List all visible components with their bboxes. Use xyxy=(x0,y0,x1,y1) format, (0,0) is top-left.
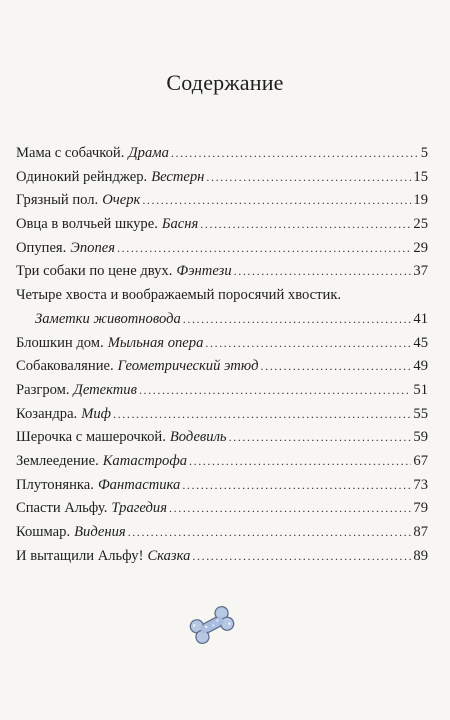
entry-page: 73 xyxy=(413,476,428,493)
entry-genre: Трагедия xyxy=(111,500,168,517)
entry-title: Плутонянка. xyxy=(16,476,94,493)
entry-title: Кошмар. xyxy=(16,524,71,540)
toc-entry[interactable] xyxy=(16,500,428,524)
toc-entry[interactable] xyxy=(16,240,428,264)
entry-title: Землеедение. xyxy=(16,452,99,469)
entry-title: И вытащили Альфу! xyxy=(16,547,144,564)
bone-icon xyxy=(186,602,238,648)
entry-genre: Вестерн xyxy=(151,168,205,185)
toc-entry[interactable] xyxy=(16,192,428,216)
entry-title: Разгром. xyxy=(16,381,70,398)
dot-leader xyxy=(229,430,412,445)
page-title: Содержание xyxy=(166,70,284,95)
dot-leader xyxy=(171,146,419,161)
dot-leader xyxy=(128,525,412,540)
dot-leader xyxy=(189,454,411,469)
entry-genre: Геометрический этюд xyxy=(117,358,259,375)
toc-entry[interactable] xyxy=(16,358,428,382)
toc-entry[interactable] xyxy=(16,382,428,406)
entry-page: 55 xyxy=(413,405,428,422)
dot-leader xyxy=(205,336,411,351)
dot-leader xyxy=(183,312,412,327)
toc-entry[interactable] xyxy=(16,429,428,453)
entry-page: 87 xyxy=(413,524,428,540)
entry-page: 45 xyxy=(413,334,428,351)
toc-entry[interactable] xyxy=(16,453,428,477)
entry-title: Три собаки по цене двух. xyxy=(16,263,173,280)
entry-genre: Басня xyxy=(161,216,199,233)
entry-title: Одинокий рейнджер. xyxy=(16,168,148,185)
dot-leader xyxy=(192,549,411,564)
entry-title: Грязный пол. xyxy=(16,192,99,209)
table-of-contents xyxy=(16,145,428,571)
entry-genre: Очерк xyxy=(102,192,141,209)
toc-entry[interactable] xyxy=(16,406,428,430)
dot-leader xyxy=(169,501,411,516)
entry-genre: Фэнтези xyxy=(176,263,232,280)
toc-entry[interactable] xyxy=(16,145,428,169)
toc-entry[interactable] xyxy=(16,524,428,548)
entry-title: Четыре хвоста и воображаемый поросячий хвостик. xyxy=(16,287,342,304)
toc-entry[interactable] xyxy=(16,477,428,501)
dot-leader xyxy=(200,217,411,232)
toc-entry[interactable] xyxy=(16,335,428,359)
entry-genre: Миф xyxy=(81,405,112,422)
entry-genre: Эпопея xyxy=(70,239,116,256)
dot-leader xyxy=(113,407,411,422)
entry-genre: Видения xyxy=(74,524,126,540)
entry-title: Козандра. xyxy=(16,405,78,422)
dot-leader xyxy=(234,264,412,279)
entry-title: Овца в волчьей шкуре. xyxy=(16,216,158,233)
entry-page: 67 xyxy=(413,452,428,469)
dot-leader xyxy=(139,383,411,398)
dot-leader xyxy=(142,193,411,208)
entry-title: Шерочка с машерочкой. xyxy=(16,429,166,446)
dot-leader xyxy=(117,241,411,256)
toc-entry[interactable] xyxy=(16,216,428,240)
entry-page: 5 xyxy=(420,145,428,161)
entry-page: 15 xyxy=(413,168,428,185)
entry-genre: Мыльная опера xyxy=(107,334,204,351)
entry-page: 79 xyxy=(413,500,428,517)
toc-entry[interactable] xyxy=(16,169,428,193)
entry-genre: Заметки животновода xyxy=(35,310,181,327)
dot-leader xyxy=(206,170,411,185)
toc-entry[interactable] xyxy=(16,263,428,287)
entry-page: 41 xyxy=(413,310,428,327)
entry-page: 51 xyxy=(413,381,428,398)
entry-genre: Сказка xyxy=(147,547,191,564)
entry-page: 25 xyxy=(413,216,428,233)
entry-genre: Детектив xyxy=(73,381,137,398)
dot-leader xyxy=(261,359,412,374)
entry-page: 37 xyxy=(413,263,428,280)
entry-genre: Фантастика xyxy=(97,476,181,493)
entry-title: Мама с собачкой. xyxy=(16,145,125,161)
entry-genre: Катастрофа xyxy=(102,452,187,469)
entry-genre: Водевиль xyxy=(169,429,227,446)
entry-title: Блошкин дом. xyxy=(16,334,104,351)
entry-page: 49 xyxy=(413,358,428,375)
entry-genre: Драма xyxy=(128,145,169,161)
toc-entry[interactable] xyxy=(16,548,428,572)
entry-title: Собаковаляние. xyxy=(16,358,114,375)
dot-leader xyxy=(182,478,411,493)
entry-title: Спасти Альфу. xyxy=(16,500,108,517)
entry-page: 89 xyxy=(413,547,428,564)
entry-page: 19 xyxy=(413,192,428,209)
entry-page: 59 xyxy=(413,429,428,446)
entry-title: Опупея. xyxy=(16,239,67,256)
toc-entry-continuation[interactable] xyxy=(16,311,428,335)
toc-entry-title-line[interactable] xyxy=(16,287,428,311)
entry-page: 29 xyxy=(413,239,428,256)
